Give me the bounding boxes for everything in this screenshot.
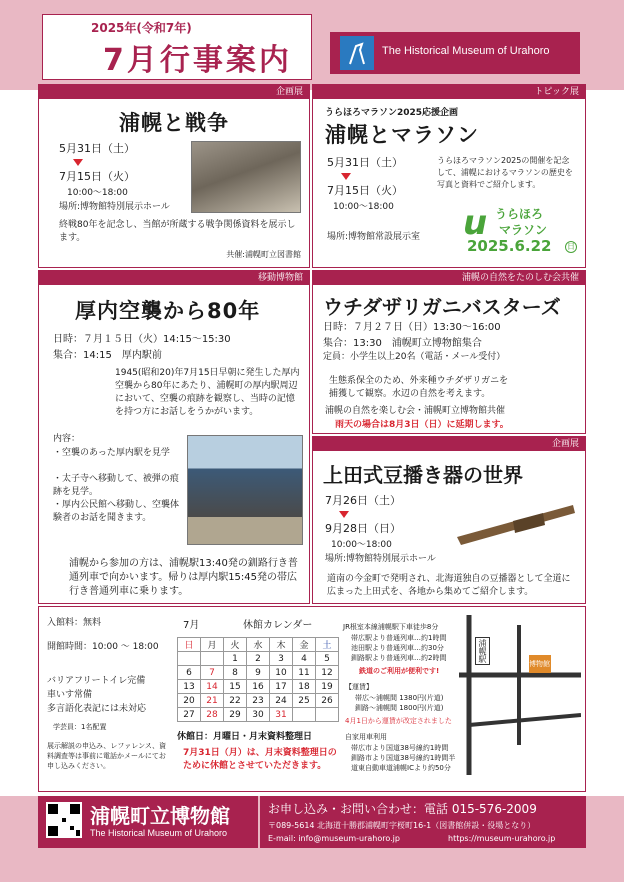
calendar-day	[293, 708, 316, 722]
place: 場所:博物館特別展示ホール	[325, 554, 436, 564]
logo-date: 2025.6.22	[467, 237, 552, 255]
gather: 集合：14:15 厚内駅前	[53, 350, 162, 361]
info-block	[38, 606, 586, 792]
calendar-week	[178, 666, 339, 680]
date-end: 7月15日（火）	[59, 170, 135, 183]
time: 10:00～18:00	[67, 188, 128, 198]
access-map	[459, 615, 581, 785]
section-ueda	[312, 436, 586, 604]
content-item: ・空襲のあった厚内駅を見学	[53, 448, 170, 458]
weekday-mon: 月	[201, 638, 224, 652]
calendar-day-closed: 21	[201, 694, 224, 708]
marathon-u-icon: u	[463, 203, 488, 243]
time: 10:00～18:00	[333, 202, 394, 212]
weekday-sat: 土	[316, 638, 339, 652]
description: 1945(昭和20)年7月15日早朝に発生した厚内空襲から80年にあたり、浦幌町の厚内駅周辺において、空襲の痕跡を観察し、当時の記憶を持つ方にお話しをうかがいます。	[115, 368, 300, 417]
shrine-photo	[187, 435, 303, 545]
logo-line1: うらほろ	[495, 207, 544, 221]
calendar-day: 11	[293, 666, 316, 680]
fare-note: 4月1日から運賃が改定されました	[345, 717, 452, 725]
weekday-tue: 火	[224, 638, 247, 652]
fare-title: 【運賃】	[345, 683, 373, 691]
description: 生態系保全のため、外来種ウチダザリガニを捕獲して観察。水辺の自然を考えます。	[329, 376, 509, 399]
jr-title: JR根室本線浦幌駅下車徒歩8分	[343, 623, 439, 631]
calendar-day: 25	[293, 694, 316, 708]
crane-logo-icon	[340, 36, 374, 70]
weekday-sun: 日	[178, 638, 201, 652]
calendar-day: 13	[178, 680, 201, 694]
fare-line: 帯広～浦幌間 1380円(片道)	[355, 694, 444, 702]
calendar-day: 27	[178, 708, 201, 722]
header-title: 7月行事案内	[103, 43, 292, 78]
calendar-day: 29	[224, 708, 247, 722]
calendar-week	[178, 694, 339, 708]
calendar-day: 16	[247, 680, 270, 694]
marathon-logo	[459, 201, 583, 257]
closed-special: 7月31日（月）は、月末資料整理日のために休館とさせていただきます。	[183, 748, 337, 771]
footer-name-en: The Historical Museum of Urahoro	[90, 828, 228, 838]
calendar-day: 10	[270, 666, 293, 680]
calendar-day: 15	[224, 680, 247, 694]
multilang: 多言語化表記には未対応	[47, 704, 147, 714]
calendar-day: 24	[270, 694, 293, 708]
section-title: 上田式豆播き器の世界	[323, 463, 523, 487]
calendar-day: 23	[247, 694, 270, 708]
train-note: 浦幌から参加の方は、浦幌駅13:40発の釧路行き普通列車で向かいます。帰りは厚内駅15:45発の帯広行き普通列車に乗ります。	[69, 558, 298, 597]
footer-address: 〒089-5614 北海道十勝郡浦幌町字桜町16-1（図書館併設・役場となり）	[268, 821, 536, 830]
hours: 開館時間：10:00 ～ 18:00	[47, 642, 159, 652]
place: 場所:博物館常設展示室	[327, 232, 421, 242]
calendar-day: 3	[270, 652, 293, 666]
capacity: 定員：小学生以上20名（電話・メール受付）	[323, 352, 506, 362]
cosponsor: 共催:浦幌町立図書館	[226, 250, 301, 259]
weekday-wed: 水	[247, 638, 270, 652]
calendar-day-closed: 28	[201, 708, 224, 722]
calendar-day: 6	[178, 666, 201, 680]
content-item: ・厚内公民館へ移動し、空襲体験者のお話を聞きます。	[53, 500, 180, 523]
car-line: 帯広市より国道38号線約1時間	[351, 744, 449, 752]
jr-line: 池田駅より普通列車…約30分	[351, 644, 444, 652]
section-tag: 企画展	[313, 437, 585, 451]
section-atsunai	[38, 270, 310, 604]
car-line: 釧路市より国道38号線約1時間半	[351, 754, 456, 762]
reservation-note: 展示解説の申込み、レファレンス、資料調査等は事前に電話かメールにてお申し込みください。	[47, 742, 167, 770]
footer-contact: お申し込み・お問い合わせ：電話 015-576-2009	[268, 802, 537, 816]
jr-note: 鉄道のご利用が便利です!	[359, 667, 440, 675]
footer-name-box	[38, 796, 258, 848]
wheelchair: 車いす常備	[47, 690, 93, 700]
calendar-day: 26	[316, 694, 339, 708]
section-title: 厚内空襲から80年	[75, 299, 261, 323]
logo-line2: マラソン	[499, 223, 548, 237]
logo-day: 日	[567, 242, 575, 251]
calendar-day-closed: 14	[201, 680, 224, 694]
calendar-day	[178, 652, 201, 666]
map-museum: 博物館	[529, 660, 550, 668]
fee: 入館料：無料	[47, 618, 102, 628]
section-tag: トピック展	[313, 85, 585, 99]
fare-line: 釧路～浦幌間 1800円(片道)	[355, 704, 444, 712]
section-subtitle: うらほろマラソン2025応援企画	[325, 108, 459, 118]
footer-email[interactable]: E-mail: info@museum-urahoro.jp	[268, 834, 400, 843]
description: 道南の今金町で発明され、北海道独自の豆播器として全道に広まった上田式を、各地から集めてご紹介します。	[327, 574, 571, 597]
section-tag: 移動博物館	[39, 271, 309, 285]
footer-contact-box	[260, 796, 586, 848]
staff: 学芸員：1名配置	[53, 723, 107, 731]
calendar-day: 9	[247, 666, 270, 680]
calendar-table	[177, 637, 339, 722]
calendar-day: 17	[270, 680, 293, 694]
header-year: 2025年(令和7年)	[91, 21, 192, 35]
car-title: 自家用車利用	[345, 733, 387, 741]
date-end: 7月15日（火）	[327, 184, 403, 197]
section-war	[38, 84, 310, 268]
section-title: ウチダザリガニバスターズ	[323, 295, 561, 319]
qr-code-icon	[46, 802, 82, 838]
calendar-day-closed: 31	[270, 708, 293, 722]
section-title: 浦幌と戦争	[119, 111, 229, 135]
jr-line: 釧路駅より普通列車…約2時間	[351, 654, 447, 662]
calendar-week	[178, 652, 339, 666]
calendar-day: 30	[247, 708, 270, 722]
sponsor: 浦幌の自然を楽しむ会・浦幌町立博物館共催	[325, 406, 506, 416]
closed-note: 休館日：月曜日・月末資料整理日	[177, 732, 313, 742]
description: 終戦80年を記念し、当館が所蔵する戦争関係資料を展示します。	[59, 220, 296, 243]
arrow-down-icon	[341, 173, 351, 180]
footer-name-jp: 浦幌町立博物館	[90, 804, 230, 828]
calendar-day: 22	[224, 694, 247, 708]
datetime: 日時：７月１５日（火）14:15～15:30	[53, 334, 231, 345]
map-station: 浦幌駅	[475, 637, 490, 665]
content-label: 内容：	[53, 434, 81, 444]
date-end: 9月28日（日）	[325, 522, 401, 535]
calendar-day: 19	[316, 680, 339, 694]
gather: 集合：13:30 浦幌町立博物館集合	[323, 338, 482, 349]
section-tag: 浦幌の自然をたのしむ会共催	[313, 271, 585, 285]
calendar-day: 20	[178, 694, 201, 708]
car-line: 道東自動車道浦幌ICより約50分	[351, 764, 451, 772]
calendar-day: 18	[293, 680, 316, 694]
weekday-fri: 金	[293, 638, 316, 652]
war-photo	[191, 141, 301, 213]
weekday-thu: 木	[270, 638, 293, 652]
planter-photo	[453, 493, 577, 549]
calendar-title: 休館カレンダー	[243, 620, 313, 631]
date-start: 7月26日（土）	[325, 494, 401, 507]
museum-logo-box	[330, 32, 580, 74]
calendar-day: 2	[247, 652, 270, 666]
arrow-down-icon	[339, 511, 349, 518]
calendar-header-row	[178, 638, 339, 652]
date-start: 5月31日（土）	[59, 142, 135, 155]
calendar-day: 4	[293, 652, 316, 666]
section-tag: 企画展	[39, 85, 309, 99]
description: うらほろマラソン2025の開催を記念して、浦幌におけるマラソンの歴史を写真と資料でご紹介します。	[437, 156, 573, 189]
datetime: 日時：７月２７日（日）13:30～16:00	[323, 322, 501, 333]
calendar-day: 1	[224, 652, 247, 666]
time: 10:00～18:00	[331, 540, 392, 550]
calendar-month: 7月	[183, 620, 200, 631]
barrier-free: バリアフリートイレ完備	[47, 676, 146, 686]
header-title-box	[42, 14, 312, 80]
calendar-day: 5	[316, 652, 339, 666]
calendar-week	[178, 708, 339, 722]
footer-url[interactable]: https://museum-urahoro.jp	[448, 834, 556, 843]
calendar-day	[316, 708, 339, 722]
arrow-down-icon	[73, 159, 83, 166]
calendar-day: 12	[316, 666, 339, 680]
section-marathon	[312, 84, 586, 268]
jr-line: 帯広駅より普通列車…約1時間	[351, 634, 447, 642]
content-item: ・太子寺へ移動して、被弾の痕跡を見学。	[53, 474, 179, 497]
place: 場所:博物館特別展示ホール	[59, 202, 170, 212]
date-start: 5月31日（土）	[327, 156, 403, 169]
calendar-day	[201, 652, 224, 666]
calendar-day-closed: 7	[201, 666, 224, 680]
calendar-day: 8	[224, 666, 247, 680]
calendar-week	[178, 680, 339, 694]
header-museum-en: The Historical Museum of Urahoro	[382, 45, 550, 57]
section-title: 浦幌とマラソン	[325, 123, 479, 147]
section-crayfish	[312, 270, 586, 434]
rain-note: 雨天の場合は8月3日（日）に延期します。	[335, 420, 509, 430]
